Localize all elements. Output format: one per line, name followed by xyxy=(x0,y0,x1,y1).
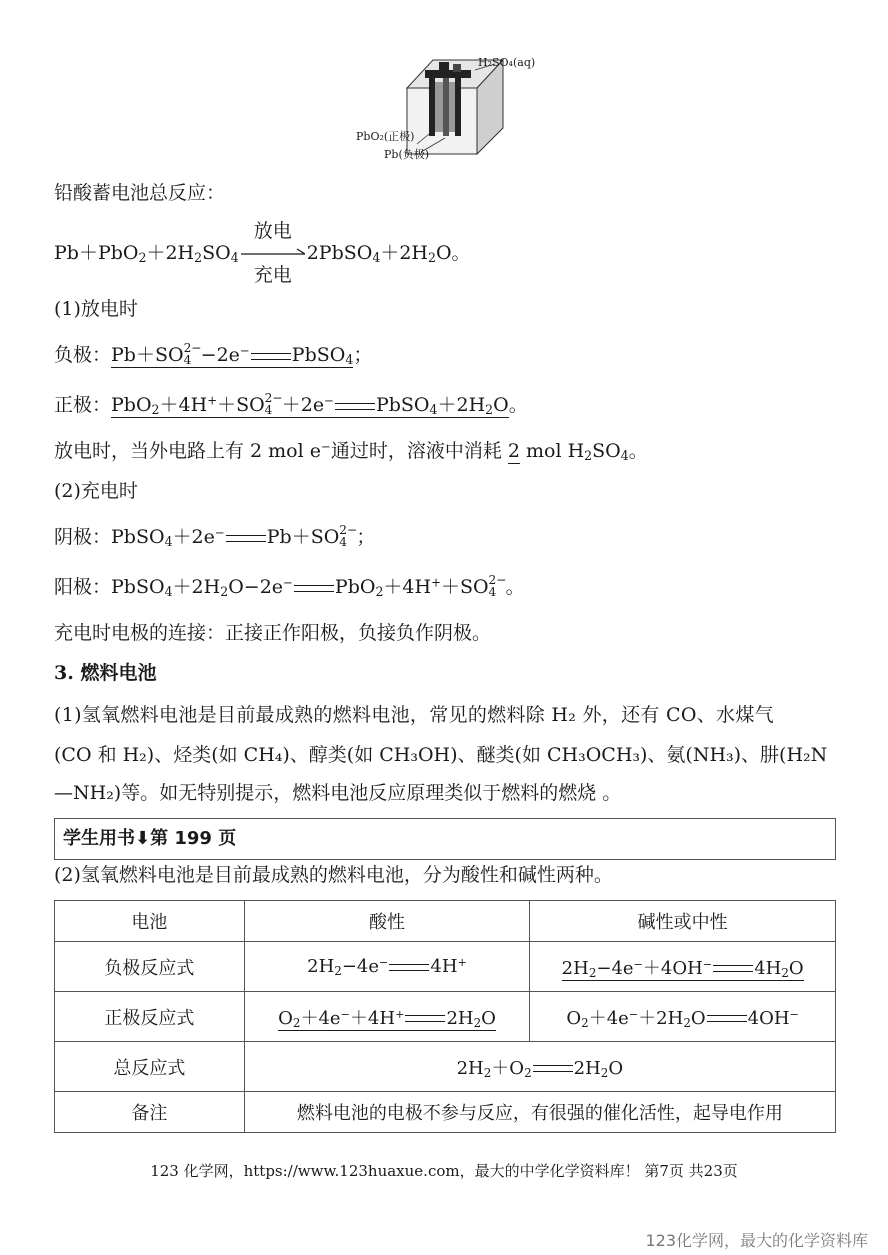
para-1-line-1: (1)氢氧燃料电池是目前最成熟的燃料电池，常见的燃料除 H₂ 外，还有 CO、水煤气 xyxy=(54,704,774,726)
watermark: 123化学网，最大的化学资料库 xyxy=(645,1231,868,1250)
header-cell: 碱性或中性 xyxy=(530,901,836,942)
header-cell: 电池 xyxy=(55,901,245,942)
header-cell: 酸性 xyxy=(244,901,530,942)
table-header-row xyxy=(55,901,836,942)
anode-label: 阳极： xyxy=(54,576,112,598)
charge-heading: (2)充电时 xyxy=(54,480,138,502)
discharge-positive: 正极：PbO$_2$＋4H+＋SO 2− 4 ＋2e− $PbSO_4+2H_2O$。 xyxy=(54,391,528,418)
charge-anode: 阳极：$PbSO_4+2H_2O-2e^-$ PbO$_2$＋4H+＋SO 2− 4 。 xyxy=(54,573,525,600)
note-part-a: 放电时，当外电路上有 2 mol e xyxy=(54,440,321,462)
note-cell: 燃料电池的电极不参与反应，有很强的催化活性，起导电作用 xyxy=(244,1092,835,1133)
arrow-charge-label: 充电 xyxy=(253,264,292,286)
note-part-b: 通过时，溶液中消耗 xyxy=(330,440,508,462)
para-1-line-3: —NH₂)等。如无特别提示，燃料电池反应原理类似于燃料的燃烧 。 xyxy=(54,782,622,804)
cathode-label: 阴极： xyxy=(54,526,112,548)
row-label: 总反应式 xyxy=(55,1042,245,1092)
discharge-negative: 负极：Pb＋SO 2− 4 −2e− PbSO$_4$； xyxy=(54,341,373,368)
table-row xyxy=(55,942,836,992)
row-label: 负极反应式 xyxy=(55,942,245,992)
book-reference-box xyxy=(54,818,836,860)
table-row xyxy=(55,1042,836,1092)
discharge-note: 放电时，当外电路上有 2 mol e−通过时，溶液中消耗 2 mol $H_2SO_4$。 xyxy=(54,439,648,464)
total-reaction: $Pb+PbO_2+2H_2SO_4$ 放电 充电 $2PbSO_4+2H_2O$。 xyxy=(54,220,471,286)
acid-negative: $2H_2-4e^-$ 4H+ xyxy=(244,942,530,992)
total-reaction-cell: $2H_2+O_2$ $2H_2O$ xyxy=(244,1042,835,1092)
note-answer: 2 xyxy=(507,440,520,462)
page-footer: 123 化学网，https://www.123huaxue.com，最大的中学化学资料库！ 第7页 共23页 xyxy=(150,1162,738,1180)
para-1-line-2: (CO 和 H₂)、烃类(如 CH₄)、醇类(如 CH₃OH)、醚类(如 CH₃OCH₃)、氨(NH₃)、肼(H₂N xyxy=(54,744,828,766)
positive-label: 正极： xyxy=(54,394,112,416)
note-part-d: mol H xyxy=(519,440,585,462)
label-positive: PbO₂(正极) xyxy=(356,130,415,143)
section-3-heading: 3. 燃料电池 xyxy=(54,662,157,684)
arrow-discharge-label: 放电 xyxy=(253,220,292,242)
discharge-heading: (1)放电时 xyxy=(54,298,138,320)
alkaline-positive: $O_2+4e^-+2H_2O$ 4OH− xyxy=(530,992,836,1042)
label-acid: H₂SO₄(aq) xyxy=(478,56,536,69)
row-label: 备注 xyxy=(55,1092,245,1133)
para-2: (2)氢氧燃料电池是目前最成熟的燃料电池，分为酸性和碱性两种。 xyxy=(54,864,613,886)
negative-label: 负极： xyxy=(54,344,112,366)
acid-positive: $O_2+4e^-+4H^+$ $2H_2O$ xyxy=(244,992,530,1042)
row-label: 正极反应式 xyxy=(55,992,245,1042)
table-row xyxy=(55,992,836,1042)
book-reference: 学生用书⬇第 199 页 xyxy=(63,828,237,849)
total-reaction-label: 铅酸蓄电池总反应： xyxy=(54,182,226,204)
reversible-arrow xyxy=(241,220,305,286)
charge-connection: 充电时电极的连接：正接正作阳极，负接负作阴极。 xyxy=(54,622,492,644)
table-row xyxy=(55,1092,836,1133)
alkaline-negative: $2H_2-4e^-+4OH^-$ $4H_2O$ xyxy=(530,942,836,992)
charge-cathode: 阴极：PbSO$_4$＋2e− Pb＋SO 2− 4 ； xyxy=(54,523,376,550)
label-negative: Pb(负极) xyxy=(384,148,430,161)
fuel-cell-table xyxy=(54,900,836,1133)
